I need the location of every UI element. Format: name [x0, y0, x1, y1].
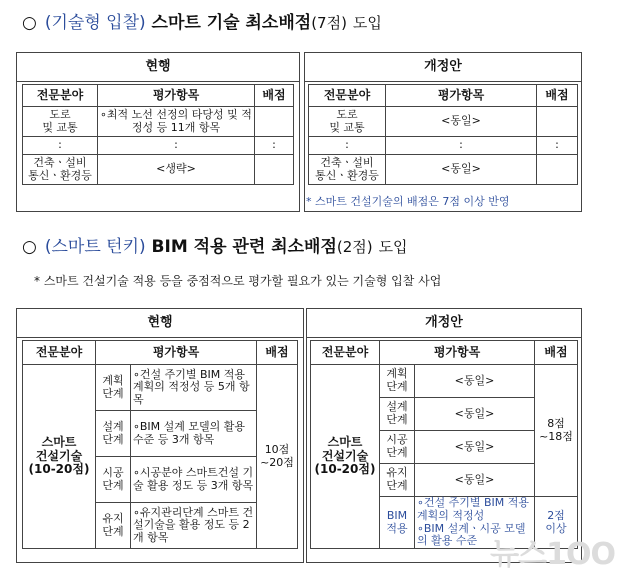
table1-current-item-building: <생략>: [98, 155, 255, 185]
table1-revised-header-field: 전문분야: [309, 85, 386, 107]
section1-title: 스마트 기술 최소배점: [151, 13, 312, 33]
table2-revised-score-bim: 2점 이상: [535, 497, 578, 549]
table2-current-field: 스마트 건설기술 (10-20점): [23, 365, 96, 549]
table1-current-table: [22, 84, 294, 185]
table1-current-ellipsis-1: :: [23, 137, 98, 155]
table2-current-header-score: 배점: [257, 341, 298, 365]
table1-current-header-item: 평가항목: [98, 85, 255, 107]
table1-revised-ellipsis-3: :: [537, 137, 578, 155]
table2-current-title: 현행: [17, 309, 303, 338]
table1-revised-table: [308, 84, 578, 185]
table2-revised-stage-maintenance: 유지 단계: [380, 464, 415, 497]
section1-tail: 도입: [352, 14, 382, 32]
table2-current-header-item: 평가항목: [96, 341, 257, 365]
table1-revised-field-road: 도로 및 교통: [309, 107, 386, 137]
table2-current-item-design: ∘BIM 설계 모델의 활용 수준 등 3개 항목: [131, 411, 257, 457]
table1-revised-ellipsis-1: :: [309, 137, 386, 155]
table1-revised-score-road: [537, 107, 578, 137]
table1-revised-item-building: <동일>: [386, 155, 537, 185]
table1-current-score-road: [255, 107, 294, 137]
table2-current-table: [22, 340, 298, 549]
table2-revised-header-item: 평가항목: [380, 341, 535, 365]
table1-revised-header-item: 평가항목: [386, 85, 537, 107]
section2-note: * 스마트 건설기술 적용 등을 중점적으로 평가할 필요가 있는 기술형 입찰 사업: [34, 274, 442, 288]
table2-revised-header-field: 전문분야: [311, 341, 380, 365]
table1-current-title: 현행: [17, 53, 299, 82]
table2-revised-item-bim: ∘건설 주기별 BIM 적용 계획의 적정성 ∘BIM 설계ㆍ시공 모델의 활용 수준: [415, 497, 535, 549]
table2-revised-item-plan: <동일>: [415, 365, 535, 398]
watermark-logo: 뉴스1OO: [490, 537, 615, 572]
table2-revised-item-design: <동일>: [415, 398, 535, 431]
table1-revised-title: 개정안: [305, 53, 581, 82]
table1-current-header-field: 전문분야: [23, 85, 98, 107]
section2-title: BIM 적용 관련 최소배점: [151, 237, 337, 257]
section2-bullet: ○: [22, 237, 37, 257]
table2-current-stage-design: 설계 단계: [96, 411, 131, 457]
table1-revised-ellipsis-2: :: [386, 137, 537, 155]
section2-paren: (스마트 턴키): [44, 237, 146, 257]
table2-current-score: 10점 ~20점: [257, 365, 298, 549]
section1-small: (7점): [311, 14, 347, 32]
table2-current-item-maintenance: ∘유지관리단계 스마트 건설기술을 활용 정도 등 2개 항목: [131, 503, 257, 549]
section1-bullet: ○: [22, 13, 37, 33]
section1-paren: (기술형 입찰): [44, 13, 146, 33]
table1-current-field-building: 건축ㆍ설비 통신ㆍ환경등: [23, 155, 98, 185]
table2-current-item-construction: ∘시공분야 스마트건설 기술 활용 정도 등 3개 항목: [131, 457, 257, 503]
table2-revised-stage-bim: BIM 적용: [380, 497, 415, 549]
table2-current-stage-maintenance: 유지 단계: [96, 503, 131, 549]
table2-current-stage-plan: 계획 단계: [96, 365, 131, 411]
table1-current-ellipsis-3: :: [255, 137, 294, 155]
table1-current-item-road: ∘최적 노선 선정의 타당성 및 적정성 등 11개 항목: [98, 107, 255, 137]
table2-revised-item-construction: <동일>: [415, 431, 535, 464]
table2-revised-stage-construction: 시공 단계: [380, 431, 415, 464]
table1-revised-score-building: [537, 155, 578, 185]
table2-revised-field: 스마트 건설기술 (10-20점): [311, 365, 380, 549]
table1-current-header-score: 배점: [255, 85, 294, 107]
table2-current-header-field: 전문분야: [23, 341, 96, 365]
table1-current-score-building: [255, 155, 294, 185]
section2-small: (2점): [336, 238, 373, 256]
table2-revised-stage-design: 설계 단계: [380, 398, 415, 431]
table2-current-item-plan: ∘건설 주기별 BIM 적용 계획의 적정성 등 5개 항목: [131, 365, 257, 411]
table2-revised-table: [310, 340, 578, 549]
section1-heading: [22, 8, 382, 33]
table2-revised-title: 개정안: [307, 309, 581, 338]
table1-current-field-road: 도로 및 교통: [23, 107, 98, 137]
table2-revised-item-maintenance: <동일>: [415, 464, 535, 497]
table2-revised-score: 8점 ~18점: [535, 365, 578, 497]
table1-footnote: * 스마트 건설기술의 배점은 7점 이상 반영: [306, 195, 510, 208]
table2-revised-stage-plan: 계획 단계: [380, 365, 415, 398]
table1-revised-header-score: 배점: [537, 85, 578, 107]
table1-revised-field-building: 건축ㆍ설비 통신ㆍ환경등: [309, 155, 386, 185]
table1-revised-item-road: <동일>: [386, 107, 537, 137]
table1-current-ellipsis-2: :: [98, 137, 255, 155]
table2-current-stage-construction: 시공 단계: [96, 457, 131, 503]
table2-revised-header-score: 배점: [535, 341, 578, 365]
section2-heading: [22, 232, 408, 257]
section2-tail: 도입: [378, 238, 408, 256]
